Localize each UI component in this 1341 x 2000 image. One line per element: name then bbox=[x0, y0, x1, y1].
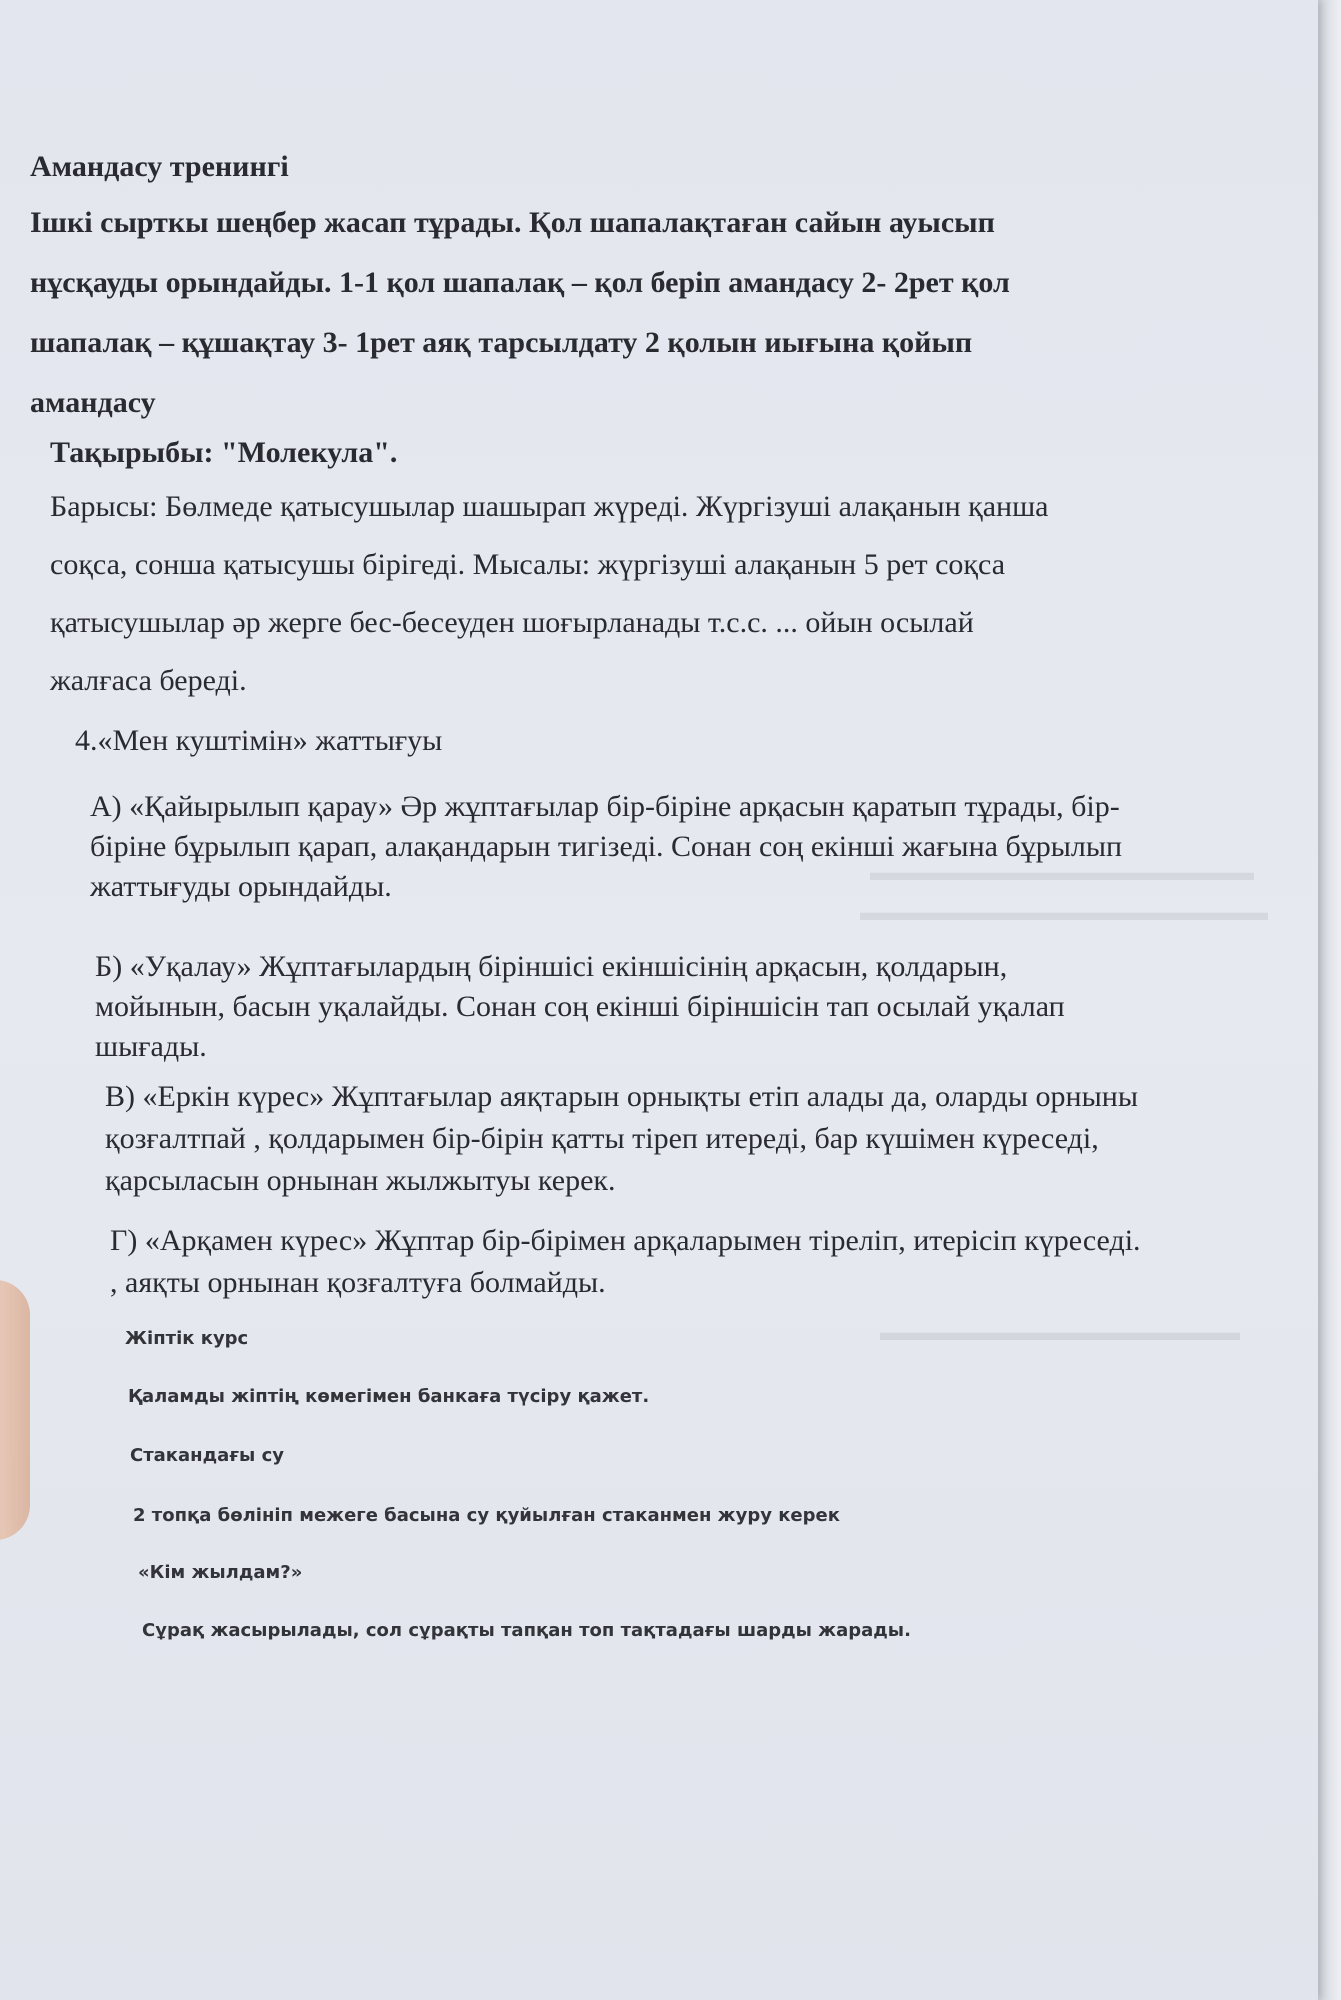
exercise-v-line: В) «Еркін күрес» Жұптағылар аяқтарын орнықты етіп алады да, оларды орныны bbox=[105, 1080, 1138, 1113]
thumb-holding-page bbox=[0, 1280, 30, 1540]
process-line: Барысы: Бөлмеде қатысушылар шашырап жүреді. Жүргізуші алақанын қанша bbox=[50, 490, 1049, 523]
bleed-through-text: ▬▬▬▬▬▬▬▬▬▬▬▬▬▬▬▬▬ bbox=[860, 900, 1268, 926]
exercise-b-line: Б) «Уқалау» Жұптағылардың біріншісі екіншісінің арқасын, қолдарын, bbox=[95, 950, 1008, 983]
game-instruction: 2 топқа бөлініп межеге басына су қуйылған стаканмен журу керек bbox=[133, 1505, 840, 1526]
exercise-v-line: қарсыласын орнынан жылжытуы керек. bbox=[105, 1164, 616, 1197]
intro-line: амандасу bbox=[30, 386, 156, 419]
exercise-a-line: А) «Қайырылып қарау» Әр жұптағылар бір-біріне арқасын қаратып тұрады, бір- bbox=[90, 790, 1120, 823]
process-line: соқса, сонша қатысушы бірігеді. Мысалы: жүргізуші алақанын 5 рет соқса bbox=[50, 548, 1006, 581]
bleed-through-text: ▬▬▬▬▬▬▬▬▬▬▬▬▬▬▬ bbox=[880, 1320, 1240, 1346]
game-instruction: Сұрақ жасырылады, сол сұрақты тапқан топ тақтадағы шарды жарады. bbox=[142, 1620, 911, 1641]
exercise-v-line: қозғалтпай , қолдарымен бір-бірін қатты тіреп итереді, бар күшімен күреседі, bbox=[105, 1122, 1099, 1155]
intro-line: шапалақ – құшақтау 3- 1рет аяқ тарсылдату 2 қолын иығына қойып bbox=[30, 326, 973, 359]
intro-line: Ішкі сырткы шеңбер жасап тұрады. Қол шапалақтаған сайын ауысып bbox=[30, 206, 995, 239]
game-title-water-glass: Стакандағы су bbox=[130, 1445, 284, 1466]
game-title-who-faster: «Кім жылдам?» bbox=[138, 1562, 303, 1583]
topic-heading: Тақырыбы: "Молекула". bbox=[50, 436, 398, 469]
exercise-b-line: мойынын, басын уқалайды. Сонан соң екінші біріншісін тап осылай уқалап bbox=[95, 990, 1065, 1023]
process-line: жалғаса береді. bbox=[50, 664, 247, 697]
bleed-through-text: ▬▬▬▬▬▬▬▬▬▬▬▬▬▬▬▬ bbox=[870, 860, 1254, 886]
intro-line: нұсқауды орындайды. 1-1 қол шапалақ – қол беріп амандасу 2- 2рет қол bbox=[30, 266, 1010, 299]
exercise-b-line: шығады. bbox=[95, 1030, 207, 1063]
exercise-a-line: жаттығуды орындайды. bbox=[90, 870, 392, 903]
game-title-string-course: Жіптік курс bbox=[125, 1328, 249, 1349]
exercise-heading: 4.«Мен куштімін» жаттығуы bbox=[75, 724, 443, 757]
game-instruction: Қаламды жіптің көмегімен банкаға түсіру қажет. bbox=[128, 1386, 650, 1407]
exercise-g-line: Г) «Арқамен күрес» Жұптар бір-бірімен арқаларымен тіреліп, итерісіп күреседі. bbox=[110, 1224, 1141, 1257]
exercise-g-line: , аяқты орнынан қозғалтуға болмайды. bbox=[110, 1266, 606, 1299]
process-line: қатысушылар әр жерге бес-бесеуден шоғырланады т.с.с. ... ойын осылай bbox=[50, 606, 974, 639]
exercise-a-line: біріне бұрылып қарап, алақандарын тигізеді. Сонан соң екінші жағына бұрылып bbox=[90, 830, 1123, 863]
document-title: Амандасу тренингі bbox=[30, 150, 289, 183]
